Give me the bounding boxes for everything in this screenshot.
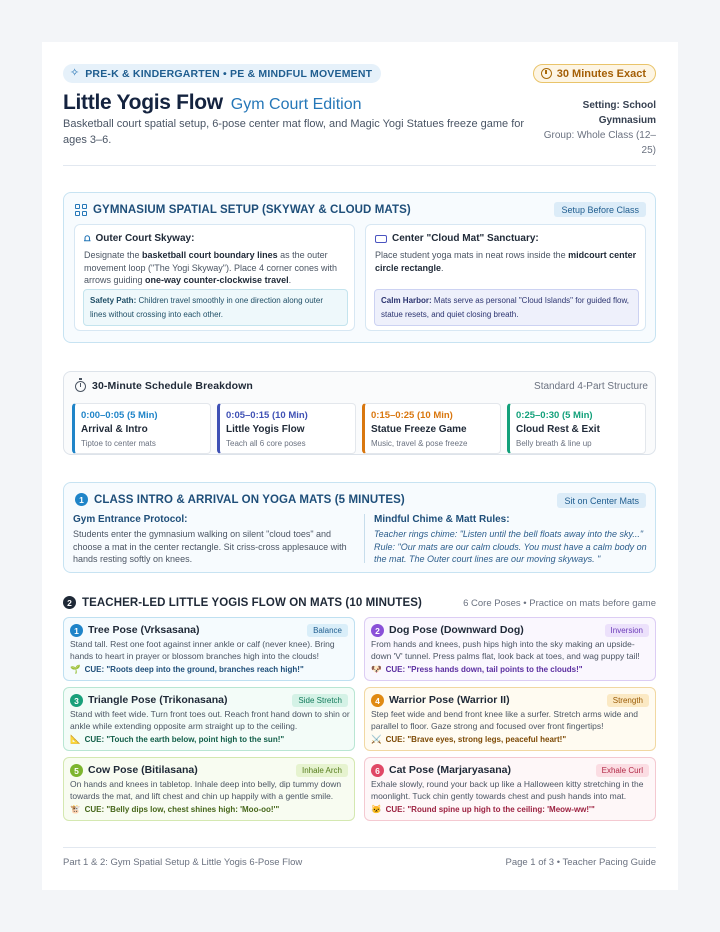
cue-icon: 🐮 — [70, 804, 81, 814]
segment-desc: Tiptoe to center mats — [81, 439, 156, 448]
center-body-text-2: . — [441, 262, 444, 273]
outer-body-text-2: as the outer movement loop ("The Yogi Skyway"). Place 4 corner cones with arrows guiding — [84, 250, 338, 285]
cue-icon: 🐱 — [371, 804, 382, 814]
pose-name: Cow Pose (Bitilasana) — [88, 764, 198, 776]
outer-skyway-panel — [74, 224, 355, 331]
pose-card — [63, 687, 355, 751]
pose-number: 5 — [70, 764, 83, 777]
audience-tag-label: PRE-K & KINDERGARTEN • PE & MINDFUL MOVEMENT — [85, 67, 373, 80]
page-header — [63, 64, 656, 166]
pose-card — [364, 617, 656, 681]
clock-icon — [541, 68, 552, 79]
setting-info — [534, 98, 656, 158]
intro-title — [75, 493, 405, 506]
outer-body-text-1: Designate the — [84, 250, 143, 260]
outer-skyway-title — [84, 233, 194, 244]
pose-description: On hands and knees in tabletop. Inhale deep into belly, dip tummy down towards the mat, and lift chest and chin up happily with a gentle smile. — [70, 779, 342, 801]
pose-cue — [371, 804, 595, 815]
cue-icon: ⚔️ — [371, 734, 382, 744]
pose-badge: Exhale Curl — [596, 764, 649, 777]
segment-desc: Belly breath & line up — [516, 439, 592, 448]
cloud-mat-title-text: Center "Cloud Mat" Sanctuary: — [392, 233, 539, 244]
calm-harbor-note — [374, 289, 639, 326]
segment-time: 0:15–0:25 (10 Min) — [371, 410, 453, 421]
pose-card — [63, 617, 355, 681]
pose-cue — [371, 664, 583, 675]
pose-number: 3 — [70, 694, 83, 707]
gym-setup-section — [63, 192, 656, 343]
pose-badge: Inhale Arch — [296, 764, 348, 777]
sparkle-icon: ✧ — [70, 67, 80, 79]
schedule-segment — [507, 403, 646, 454]
cue-text: CUE: "Belly dips low, chest shines high: 'Moo-oo!'" — [84, 805, 280, 814]
page-title: Little Yogis Flow — [63, 91, 223, 114]
pose-description: Step feet wide and bend front knee like a surfer. Stretch arms wide and parallel to floor. Gaze strong and focused over front fingertips! — [371, 709, 638, 731]
cue-text: CUE: "Roots deep into the ground, branches reach high!" — [84, 665, 304, 674]
page-footer — [63, 847, 656, 869]
duration-badge — [533, 64, 656, 83]
pose-cue — [70, 734, 284, 745]
segment-time: 0:05–0:15 (10 Min) — [226, 410, 308, 421]
center-body-text-1: Place student yoga mats in neat rows inside the — [375, 250, 569, 260]
schedule-segment — [217, 403, 356, 454]
pose-badge: Balance — [307, 624, 348, 637]
pose-name: Tree Pose (Vrksasana) — [88, 624, 200, 636]
pose-cue — [70, 804, 279, 815]
yoga-flow-header — [63, 596, 656, 612]
chime-rules-heading: Mindful Chime & Matt Rules: — [374, 514, 510, 525]
segment-desc: Teach all 6 core poses — [226, 439, 306, 448]
segment-time: 0:25–0:30 (5 Min) — [516, 410, 593, 421]
segment-name: Little Yogis Flow — [226, 424, 305, 435]
segment-time: 0:00–0:05 (5 Min) — [81, 410, 158, 421]
page-content — [63, 64, 656, 868]
intro-badge: Sit on Center Mats — [557, 493, 646, 508]
pose-name: Cat Pose (Marjaryasana) — [389, 764, 511, 776]
footer-right: Page 1 of 3 • Teacher Pacing Guide — [505, 857, 656, 868]
pose-name: Dog Pose (Downward Dog) — [389, 624, 524, 636]
page-description: Basketball court spatial setup, 6-pose center mat flow, and Magic Yogi Statues freeze game for ages 3–6. — [63, 118, 525, 146]
step-number: 2 — [63, 596, 76, 609]
page-subtitle: Gym Court Edition — [230, 96, 362, 113]
cue-text: CUE: "Touch the earth below, point high to the sun!" — [84, 735, 285, 744]
intro-title-text: CLASS INTRO & ARRIVAL ON YOGA MATS (5 MINUTES) — [94, 493, 405, 506]
pose-card — [63, 757, 355, 821]
chime-rules-body: Teacher rings chime: "Listen until the bell floats away into the sky..." Rule: "Our mats are our calm clouds. You must have a calm body on the mat. The Outer court lines are our moving skyways. " — [374, 529, 647, 564]
cue-icon: 📐 — [70, 734, 81, 744]
segment-name: Statue Freeze Game — [371, 424, 467, 435]
audience-tag — [63, 64, 381, 83]
schedule-segment — [72, 403, 211, 454]
schedule-segment — [362, 403, 501, 454]
setup-badge: Setup Before Class — [554, 202, 646, 217]
cue-text: CUE: "Brave eyes, strong legs, peaceful heart!" — [385, 735, 567, 744]
segment-name: Arrival & Intro — [81, 424, 148, 435]
layout-grid-icon — [75, 204, 87, 216]
setup-title-text: GYMNASIUM SPATIAL SETUP (SKYWAY & CLOUD MATS) — [93, 204, 411, 216]
calm-harbor-label: Calm Harbor: — [381, 296, 432, 305]
pose-card — [364, 687, 656, 751]
setup-title — [75, 204, 411, 216]
pose-number: 4 — [371, 694, 384, 707]
cloud-mat-panel — [365, 224, 646, 331]
pose-badge: Strength — [607, 694, 649, 707]
title-row — [63, 91, 362, 115]
pose-description: From hands and knees, push hips high into the sky making an upside-down 'V' tunnel. Press palms flat, look back at toes, and wag puppy tail! — [371, 639, 640, 661]
pose-description: Exhale slowly, round your back up like a Halloween kitty stretching in the moonlight. Tuck chin gently towards chest and push hands into mat. — [371, 779, 644, 801]
safety-path-label: Safety Path: — [90, 296, 137, 305]
cue-text: CUE: "Press hands down, tail points to the clouds!" — [385, 665, 583, 674]
pose-cue — [371, 734, 566, 745]
pose-number: 2 — [371, 624, 384, 637]
flow-title — [63, 596, 422, 609]
cue-icon: 🌱 — [70, 664, 81, 674]
pose-cue — [70, 664, 304, 675]
pose-badge: Side Stretch — [292, 694, 348, 707]
entrance-protocol — [73, 514, 353, 566]
outer-body-text-3: . — [288, 275, 292, 285]
pose-description: Stand tall. Rest one foot against inner ankle or calf (never knee). Bring hands to heart in prayer or blossom branches high into the clouds! — [70, 639, 335, 661]
calm-harbor-text: Mats serve as personal "Cloud Islands" for guided flow, statue resets, and quiet closing breath. — [381, 296, 630, 319]
pose-number: 6 — [371, 764, 384, 777]
segment-desc: Music, travel & pose freeze — [371, 439, 468, 448]
chime-rules — [364, 514, 649, 563]
group-label: Group: Whole Class (12–25) — [543, 130, 656, 156]
safety-path-note — [83, 289, 348, 326]
footer-left: Part 1 & 2: Gym Spatial Setup & Little Yogis 6-Pose Flow — [63, 857, 303, 868]
setting-label: Setting: School Gymnasium — [582, 100, 656, 126]
pose-description: Stand with feet wide. Turn front toes out. Reach front hand down to shin or ankle while extending opposite arm straight up to the ceiling. — [70, 709, 350, 731]
schedule-section — [63, 371, 656, 455]
outer-skyway-body — [84, 249, 346, 287]
cue-icon: 🐶 — [371, 664, 382, 674]
duration-label: 30 Minutes Exact — [556, 67, 646, 80]
segment-name: Cloud Rest & Exit — [516, 424, 600, 435]
cue-text: CUE: "Round spine up high to the ceiling: 'Meow-ww!'" — [385, 805, 595, 814]
pose-name: Warrior Pose (Warrior II) — [389, 694, 510, 706]
outer-body-bold-1: basketball court boundary lines — [142, 250, 278, 260]
mat-icon — [375, 235, 387, 243]
pose-card — [364, 757, 656, 821]
pose-badge: Inversion — [605, 624, 649, 637]
entrance-protocol-heading: Gym Entrance Protocol: — [73, 514, 188, 525]
stopwatch-icon — [75, 381, 86, 392]
pose-name: Triangle Pose (Trikonasana) — [88, 694, 228, 706]
lesson-page — [42, 42, 678, 890]
class-intro-section — [63, 482, 656, 573]
flow-note: 6 Core Poses • Practice on mats before game — [463, 598, 656, 609]
schedule-note: Standard 4-Part Structure — [534, 381, 648, 392]
step-number: 1 — [75, 493, 88, 506]
outer-skyway-title-text: Outer Court Skyway: — [95, 233, 195, 244]
schedule-title-text: 30-Minute Schedule Breakdown — [92, 380, 253, 392]
pose-number: 1 — [70, 624, 83, 637]
center-body-bold-1: midcourt center circle rectangle — [375, 250, 637, 273]
outer-body-bold-2: one-way counter-clockwise travel — [145, 275, 289, 285]
flow-title-text: TEACHER-LED LITTLE YOGIS FLOW ON MATS (10 MINUTES) — [82, 596, 422, 609]
cloud-mat-body — [375, 249, 637, 274]
footprints-icon: ⩍ — [84, 233, 91, 244]
cloud-mat-title — [375, 233, 539, 244]
safety-path-text: Children travel smoothly in one direction along outer lines without crossing into each other. — [90, 296, 324, 319]
entrance-protocol-body: Students enter the gymnasium walking on silent "cloud toes" and choose a mat in the center rectangle. Sit criss-cross applesauce with hands resting softly on knees. — [73, 529, 347, 564]
schedule-title — [75, 380, 253, 392]
